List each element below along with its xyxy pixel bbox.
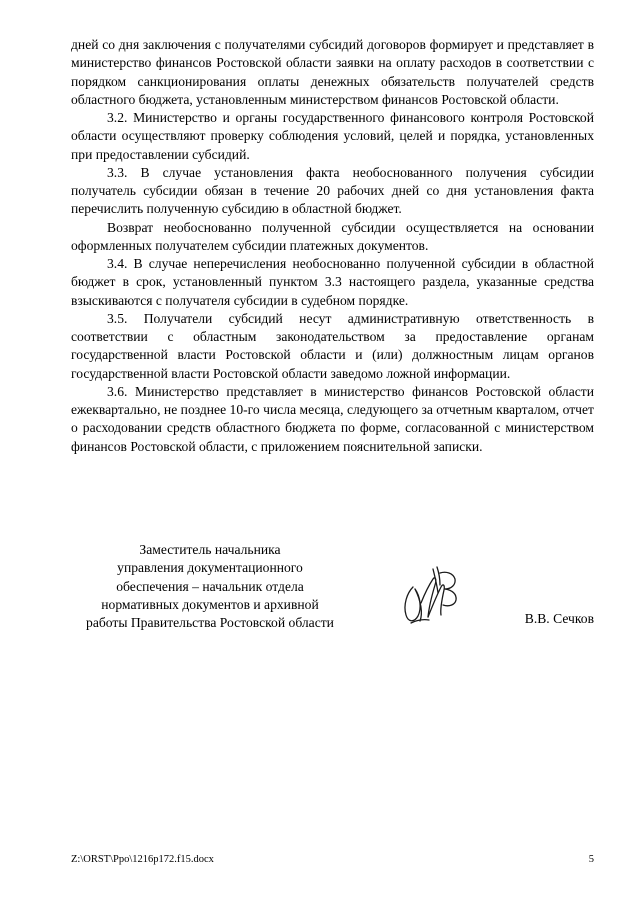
signatory-position-line: Заместитель начальника [139, 542, 281, 557]
signatory-position-line: управления документационного [117, 560, 303, 576]
paragraph-3-3: 3.3. В случае установления факта необоснованного получения субсидии получатель субсидии обязан в течение 20 рабочих дней со дня установления факта перечислить полученную субсидию в областной бюджет. [71, 164, 594, 217]
signatory-position-line: работы Правительства Ростовской области [86, 615, 334, 630]
signature-block [71, 541, 594, 641]
signatory-name: В.В. Сечков [524, 611, 594, 626]
page-number: 5 [588, 854, 594, 865]
paragraph-continuation: дней со дня заключения с получателями субсидий договоров формирует и представляет в министерство финансов Ростовской области заявки на оплату расходов в соответствии с порядком санкционирования оплаты денежных обязательств получателей средств областного бюджета, установленным министерством финансов Ростовской области. [71, 37, 594, 107]
paragraph-3-4: 3.4. В случае неперечисления необоснованно полученной субсидии в областной бюджет в срок, установленный пунктом 3.3 настоящего раздела, указанные средства взыскиваются с получателя субсидии в судебном порядке. [71, 256, 594, 308]
file-path: Z:\ORST\Ppo\1216p172.f15.docx [71, 854, 214, 865]
paragraph-3-6: 3.6. Министерство представляет в министерство финансов Ростовской области ежеквартально, не позднее 10-го числа месяца, следующего за отчетным кварталом, отчет о расходовании средств областного бюджета по форме, согласованной с министерством финансов Ростовской области, с приложением пояснительной записки. [71, 383, 594, 454]
signatory-position [71, 541, 349, 632]
document-body [71, 36, 594, 456]
paragraph-3-2: 3.2. Министерство и органы государственного финансового контроля Ростовской области осуществляют проверку соблюдения условий, целей и порядка, установленных при предоставлении субсидий. [71, 110, 594, 162]
signatory-position-line: нормативных документов и архивной [101, 596, 319, 612]
paragraph-3-3-return: Возврат необоснованно полученной субсидии осуществляется на основании оформленных получателем субсидии платежных документов. [71, 219, 594, 253]
handwritten-signature-icon [399, 563, 471, 627]
paragraph-3-5: 3.5. Получатели субсидий несут административную ответственность в соответствии с областным законодательством за предоставление органам государственной власти Ростовской области и (или) должностным лицам органов государственной власти Ростовской области заведомо ложной информации. [71, 310, 594, 381]
signatory-position-line: обеспечения – начальник отдела [116, 578, 304, 594]
